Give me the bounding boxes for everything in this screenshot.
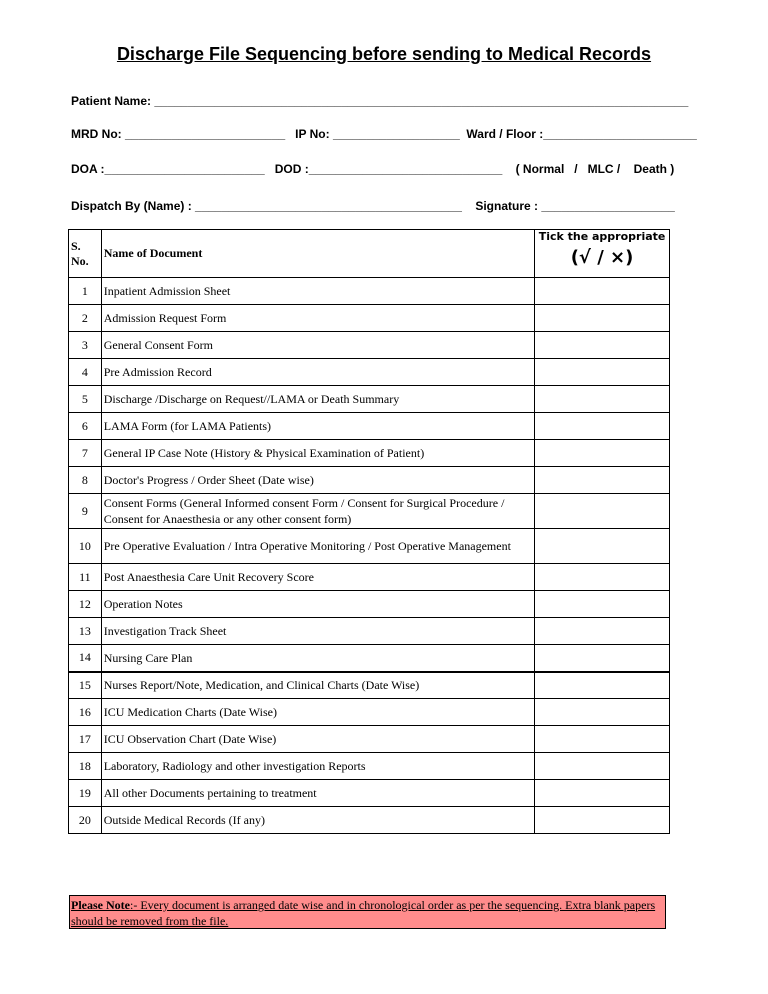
row-document-name: Investigation Track Sheet	[101, 618, 534, 645]
table-row	[69, 618, 670, 645]
row-document-name: General Consent Form	[101, 332, 534, 359]
row-tick-cell[interactable]	[535, 699, 670, 726]
row-tick-cell[interactable]	[535, 591, 670, 618]
row-document-name: Laboratory, Radiology and other investigation Reports	[101, 753, 534, 780]
row-sno: 2	[69, 305, 102, 332]
row-document-name: Pre Admission Record	[101, 359, 534, 386]
row-tick-cell[interactable]	[535, 494, 670, 529]
tick-header-label: Tick the appropriate	[538, 230, 666, 243]
row-tick-cell[interactable]	[535, 672, 670, 699]
please-note-box	[69, 895, 666, 929]
row-tick-cell[interactable]	[535, 645, 670, 672]
table-row	[69, 645, 670, 672]
row-sno: 14	[69, 645, 102, 672]
row-sno: 20	[69, 807, 102, 834]
table-row	[69, 672, 670, 699]
row-sno: 12	[69, 591, 102, 618]
row-tick-cell[interactable]	[535, 278, 670, 305]
table-row	[69, 305, 670, 332]
row-sno: 15	[69, 672, 102, 699]
row-document-name: Admission Request Form	[101, 305, 534, 332]
row-sno: 19	[69, 780, 102, 807]
row-tick-cell[interactable]	[535, 305, 670, 332]
table-row	[69, 386, 670, 413]
table-row	[69, 332, 670, 359]
note-text: :- Every document is arranged date wise and in chronological order as per the sequencing. Extra blank papers should be removed from the file.	[71, 898, 656, 928]
row-document-name: Consent Forms (General Informed consent Form / Consent for Surgical Procedure / Consent for Anaesthesia or any other consent form)	[101, 494, 534, 529]
row-sno: 8	[69, 467, 102, 494]
table-row	[69, 726, 670, 753]
row-tick-cell[interactable]	[535, 413, 670, 440]
row-tick-cell[interactable]	[535, 332, 670, 359]
sno-header: S. No.	[69, 230, 102, 278]
table-row	[69, 440, 670, 467]
row-document-name: All other Documents pertaining to treatment	[101, 780, 534, 807]
document-checklist-table	[68, 229, 670, 834]
row-sno: 5	[69, 386, 102, 413]
row-document-name: Pre Operative Evaluation / Intra Operative Monitoring / Post Operative Management	[101, 529, 534, 564]
tick-cross-symbols: (√ / ×)	[570, 247, 634, 268]
table-row	[69, 413, 670, 440]
page-title: Discharge File Sequencing before sending to Medical Records	[116, 44, 652, 64]
row-sno: 6	[69, 413, 102, 440]
row-document-name: LAMA Form (for LAMA Patients)	[101, 413, 534, 440]
row-document-name: Doctor's Progress / Order Sheet (Date wise)	[101, 467, 534, 494]
row-sno: 17	[69, 726, 102, 753]
row-document-name: Nurses Report/Note, Medication, and Clinical Charts (Date Wise)	[101, 672, 534, 699]
table-row	[69, 467, 670, 494]
row-sno: 11	[69, 564, 102, 591]
row-sno: 3	[69, 332, 102, 359]
row-sno: 1	[69, 278, 102, 305]
row-sno: 16	[69, 699, 102, 726]
dispatch-signature-fields[interactable]: Dispatch By (Name) : ________________________________________ Signature : ____________________	[71, 199, 675, 213]
patient-name-field[interactable]: Patient Name: ________________________________________________________________________________	[71, 94, 689, 108]
table-row	[69, 780, 670, 807]
row-sno: 4	[69, 359, 102, 386]
row-tick-cell[interactable]	[535, 386, 670, 413]
row-tick-cell[interactable]	[535, 807, 670, 834]
row-tick-cell[interactable]	[535, 564, 670, 591]
row-document-name: Nursing Care Plan	[101, 645, 534, 672]
row-tick-cell[interactable]	[535, 440, 670, 467]
table-row	[69, 564, 670, 591]
row-sno: 18	[69, 753, 102, 780]
table-row	[69, 359, 670, 386]
row-document-name: Inpatient Admission Sheet	[101, 278, 534, 305]
row-document-name: General IP Case Note (History & Physical Examination of Patient)	[101, 440, 534, 467]
table-row	[69, 591, 670, 618]
row-tick-cell[interactable]	[535, 753, 670, 780]
row-tick-cell[interactable]	[535, 780, 670, 807]
mrd-ip-ward-fields[interactable]: MRD No: ________________________ IP No: ___________________ Ward / Floor :_______________________	[71, 127, 697, 141]
table-row	[69, 699, 670, 726]
row-document-name: Operation Notes	[101, 591, 534, 618]
row-document-name: ICU Observation Chart (Date Wise)	[101, 726, 534, 753]
table-row	[69, 494, 670, 529]
row-tick-cell[interactable]	[535, 359, 670, 386]
table-row	[69, 753, 670, 780]
doa-dod-type-fields[interactable]: DOA :________________________ DOD :_____________________________ ( Normal / MLC / Death )	[71, 162, 675, 176]
document-name-header: Name of Document	[101, 230, 534, 278]
row-sno: 10	[69, 529, 102, 564]
row-tick-cell[interactable]	[535, 467, 670, 494]
row-sno: 9	[69, 494, 102, 529]
table-row	[69, 278, 670, 305]
tick-header	[535, 230, 670, 278]
row-document-name: Outside Medical Records (If any)	[101, 807, 534, 834]
row-document-name: ICU Medication Charts (Date Wise)	[101, 699, 534, 726]
row-sno: 13	[69, 618, 102, 645]
row-tick-cell[interactable]	[535, 529, 670, 564]
row-tick-cell[interactable]	[535, 726, 670, 753]
row-document-name: Discharge /Discharge on Request//LAMA or Death Summary	[101, 386, 534, 413]
note-label: Please Note	[71, 898, 130, 912]
table-row	[69, 807, 670, 834]
row-sno: 7	[69, 440, 102, 467]
table-row	[69, 529, 670, 564]
row-tick-cell[interactable]	[535, 618, 670, 645]
row-document-name: Post Anaesthesia Care Unit Recovery Score	[101, 564, 534, 591]
